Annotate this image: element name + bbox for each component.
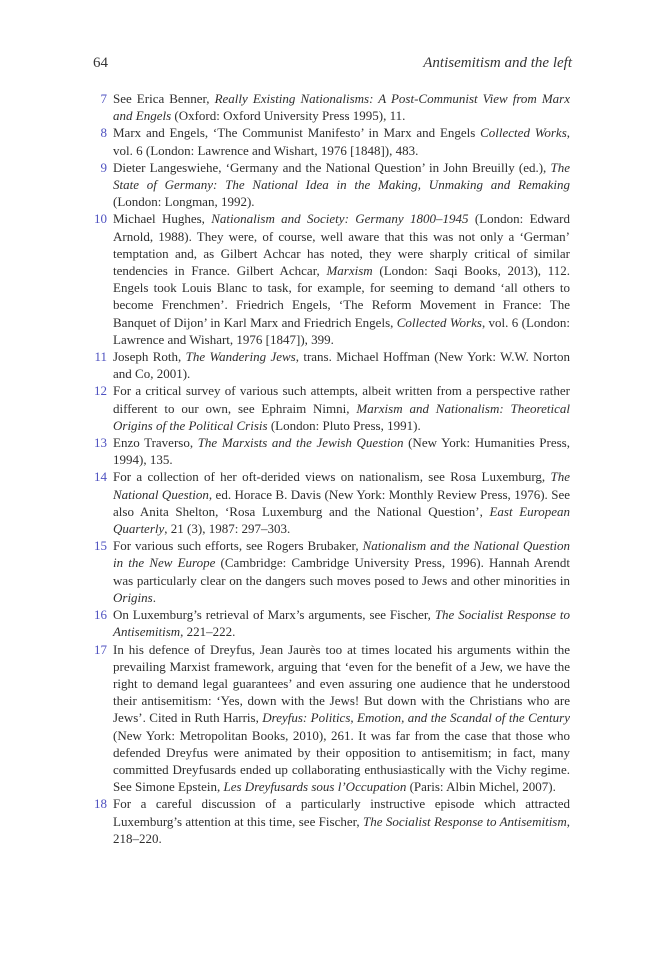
endnotes-list [85, 90, 570, 847]
note-text-italic-segment: Collected Works [480, 125, 567, 141]
page-number: 64 [93, 55, 108, 71]
note-text-segment: , 218–220. [113, 813, 571, 846]
endnote-12 [85, 382, 570, 434]
note-number-link[interactable]: 10 [94, 211, 107, 227]
note-text-segment: (Cambridge: Cambridge University Press, 1996). Hannah Arendt was particularly clear on the dangers such moves posed to Jews and other minorities in [113, 555, 570, 588]
endnote-13 [85, 434, 570, 468]
note-text-italic-segment: Les Dreyfusards sous l’Occupation [223, 779, 407, 795]
note-text-segment: Marx and Engels, ‘The Communist Manifesto’ in Marx and Engels [113, 125, 481, 141]
note-text-italic-segment: Collected Works [396, 314, 482, 330]
note-text-italic-segment: The Marxists and the Jewish Question [197, 435, 404, 451]
note-text-segment: Dieter Langeswiehe, ‘Germany and the National Question’ in John Breuilly (ed.), [113, 159, 551, 175]
note-text [113, 211, 570, 346]
note-text-segment: For various such efforts, see Rogers Brubaker, [113, 538, 363, 554]
note-text [113, 125, 570, 157]
note-number-link[interactable]: 12 [94, 383, 107, 399]
note-text-segment: (London: Pluto Press, 1991). [267, 417, 421, 433]
note-text-segment: For a collection of her oft-derided views on nationalism, see Rosa Luxemburg, [113, 469, 551, 485]
note-text-segment: , trans. Michael Hoffman (New York: W.W. Norton and Co, 2001). [113, 349, 570, 382]
note-text [113, 160, 570, 209]
endnote-14 [85, 468, 570, 537]
note-text-italic-segment: The Socialist Response to Antisemitism [113, 607, 570, 640]
note-number-link[interactable]: 17 [94, 641, 107, 657]
note-text-italic-segment: The National Question [113, 469, 570, 502]
note-text-italic-segment: Really Existing Nationalisms: A Post-Communist View from Marx and Engels [113, 91, 570, 124]
note-text-segment: (New York: Metropolitan Books, 2010), 261. It was far from the case that those who defended Dreyfus were animated by their opposition to antisemitism; in fact, many committed Dreyfusards ended up collaborating enthusiastically with the Vichy regime. See Simone Epstein, [113, 727, 570, 795]
note-text-italic-segment: Dreyfus: Politics, Emotion, and the Scandal of the Century [262, 710, 571, 726]
note-number-link[interactable]: 9 [100, 159, 107, 175]
note-text-italic-segment: Marxism and Nationalism: Theoretical Origins of the Political Crisis [113, 400, 570, 433]
note-text-italic-segment: The Socialist Response to Antisemitism [363, 813, 567, 829]
note-text-segment: For a critical survey of various such attempts, albeit written from a perspective rather different to our own, see Ephraim Nimni, [113, 383, 570, 416]
note-text-segment: On Luxemburg’s retrieval of Marx’s arguments, see Fischer, [113, 607, 435, 623]
endnote-15 [85, 537, 570, 606]
note-text-segment: , ed. Horace B. Davis (New York: Monthly Review Press, 1976). See also Anita Shelton, ‘Rosa Luxemburg and the National Question’, [113, 486, 570, 519]
note-text-segment: (London: Saqi Books, 2013), 112. Engels took Louis Blanc to task, for example, for seeming to demand ‘all others to become Frenchmen’. Friedrich Engels, ‘The Reform Movement in France: The Banquet of Dijon’ in Karl Marx and Friedrich Engels, [113, 263, 570, 330]
note-text-segment: (New York: Humanities Press, 1994), 135. [113, 435, 570, 468]
endnote-8 [85, 124, 570, 158]
endnote-16 [85, 606, 570, 640]
note-number-link[interactable]: 13 [94, 435, 107, 451]
note-text-italic-segment: Origins [113, 589, 153, 605]
note-number-link[interactable]: 7 [100, 91, 107, 106]
note-text [113, 469, 570, 536]
note-text [113, 383, 570, 432]
note-text-italic-segment: The Wandering Jews [185, 349, 296, 365]
note-text-italic-segment: The State of Germany: The National Idea in the Making, Unmaking and Remaking [113, 159, 570, 193]
note-text [113, 349, 570, 381]
note-text-segment: (Paris: Albin Michel, 2007). [406, 779, 556, 795]
note-text-italic-segment: Nationalism and Society: Germany 1800–1945 [211, 211, 469, 227]
note-text-segment: In his defence of Dreyfus, Jean Jaurès too at times located his arguments within the prevailing Marxist framework, arguing that ‘even for the benefit of a Jew, we have the right to demand legal guarantees’ and even assuring one audience that he understood their antisemitism: ‘Yes, down with the Jews! But down with the Christians who are Jews’. Cited in Ruth Harris, [113, 641, 570, 726]
note-number-link[interactable]: 16 [94, 607, 107, 623]
note-text-segment: Michael Hughes, [113, 211, 212, 227]
note-text-italic-segment: Nationalism and the National Question in the New Europe [113, 538, 570, 571]
note-text-segment: , vol. 6 (London: Lawrence and Wishart, 1976 [1848]), 483. [113, 125, 570, 158]
endnote-7 [85, 90, 570, 124]
note-text-segment: See Erica Benner, [113, 91, 215, 106]
endnote-17 [85, 641, 570, 796]
note-text-segment: , vol. 6 (London: Lawrence and Wishart, 1976 [1847]), 399. [113, 314, 570, 347]
note-text [113, 91, 570, 123]
note-text-segment: , 21 (3), 1987: 297–303. [164, 521, 291, 537]
note-number-link[interactable]: 14 [94, 469, 107, 485]
note-text-segment: , 221–222. [180, 624, 236, 640]
note-text [113, 435, 570, 467]
note-number-link[interactable]: 15 [94, 538, 107, 554]
endnote-10 [85, 210, 570, 348]
note-text [113, 538, 570, 605]
note-number-link[interactable]: 18 [94, 796, 107, 812]
note-number-link[interactable]: 8 [100, 125, 107, 141]
note-text-segment: Joseph Roth, [113, 349, 186, 365]
page-header [93, 54, 572, 72]
note-text-segment: (London: Edward Arnold, 1988). They were, of course, well aware that this was not only a ‘German’ temptation and, as Gilbert Achcar has noted, they were sharply critical of similar tendencies in France. Gilbert Achcar, [113, 211, 570, 279]
running-head: Antisemitism and the left [423, 55, 572, 71]
note-text-italic-segment: Marxism [326, 263, 373, 279]
note-text-segment: (Oxford: Oxford University Press 1995), 11. [171, 108, 406, 124]
endnote-18 [85, 795, 570, 847]
note-text-italic-segment: East European Quarterly [113, 503, 571, 537]
note-text [113, 796, 570, 845]
endnote-11 [85, 348, 570, 382]
note-text-segment: For a careful discussion of a particularly instructive episode which attracted Luxemburg’s attention at this time, see Fischer, [113, 796, 570, 829]
note-text-segment: (London: Longman, 1992). [113, 194, 255, 210]
note-text [113, 607, 570, 639]
endnote-9 [85, 159, 570, 211]
note-text-segment: . [152, 589, 156, 605]
note-text-segment: Enzo Traverso, [113, 435, 198, 451]
note-text [113, 642, 570, 795]
note-number-link[interactable]: 11 [94, 349, 107, 365]
